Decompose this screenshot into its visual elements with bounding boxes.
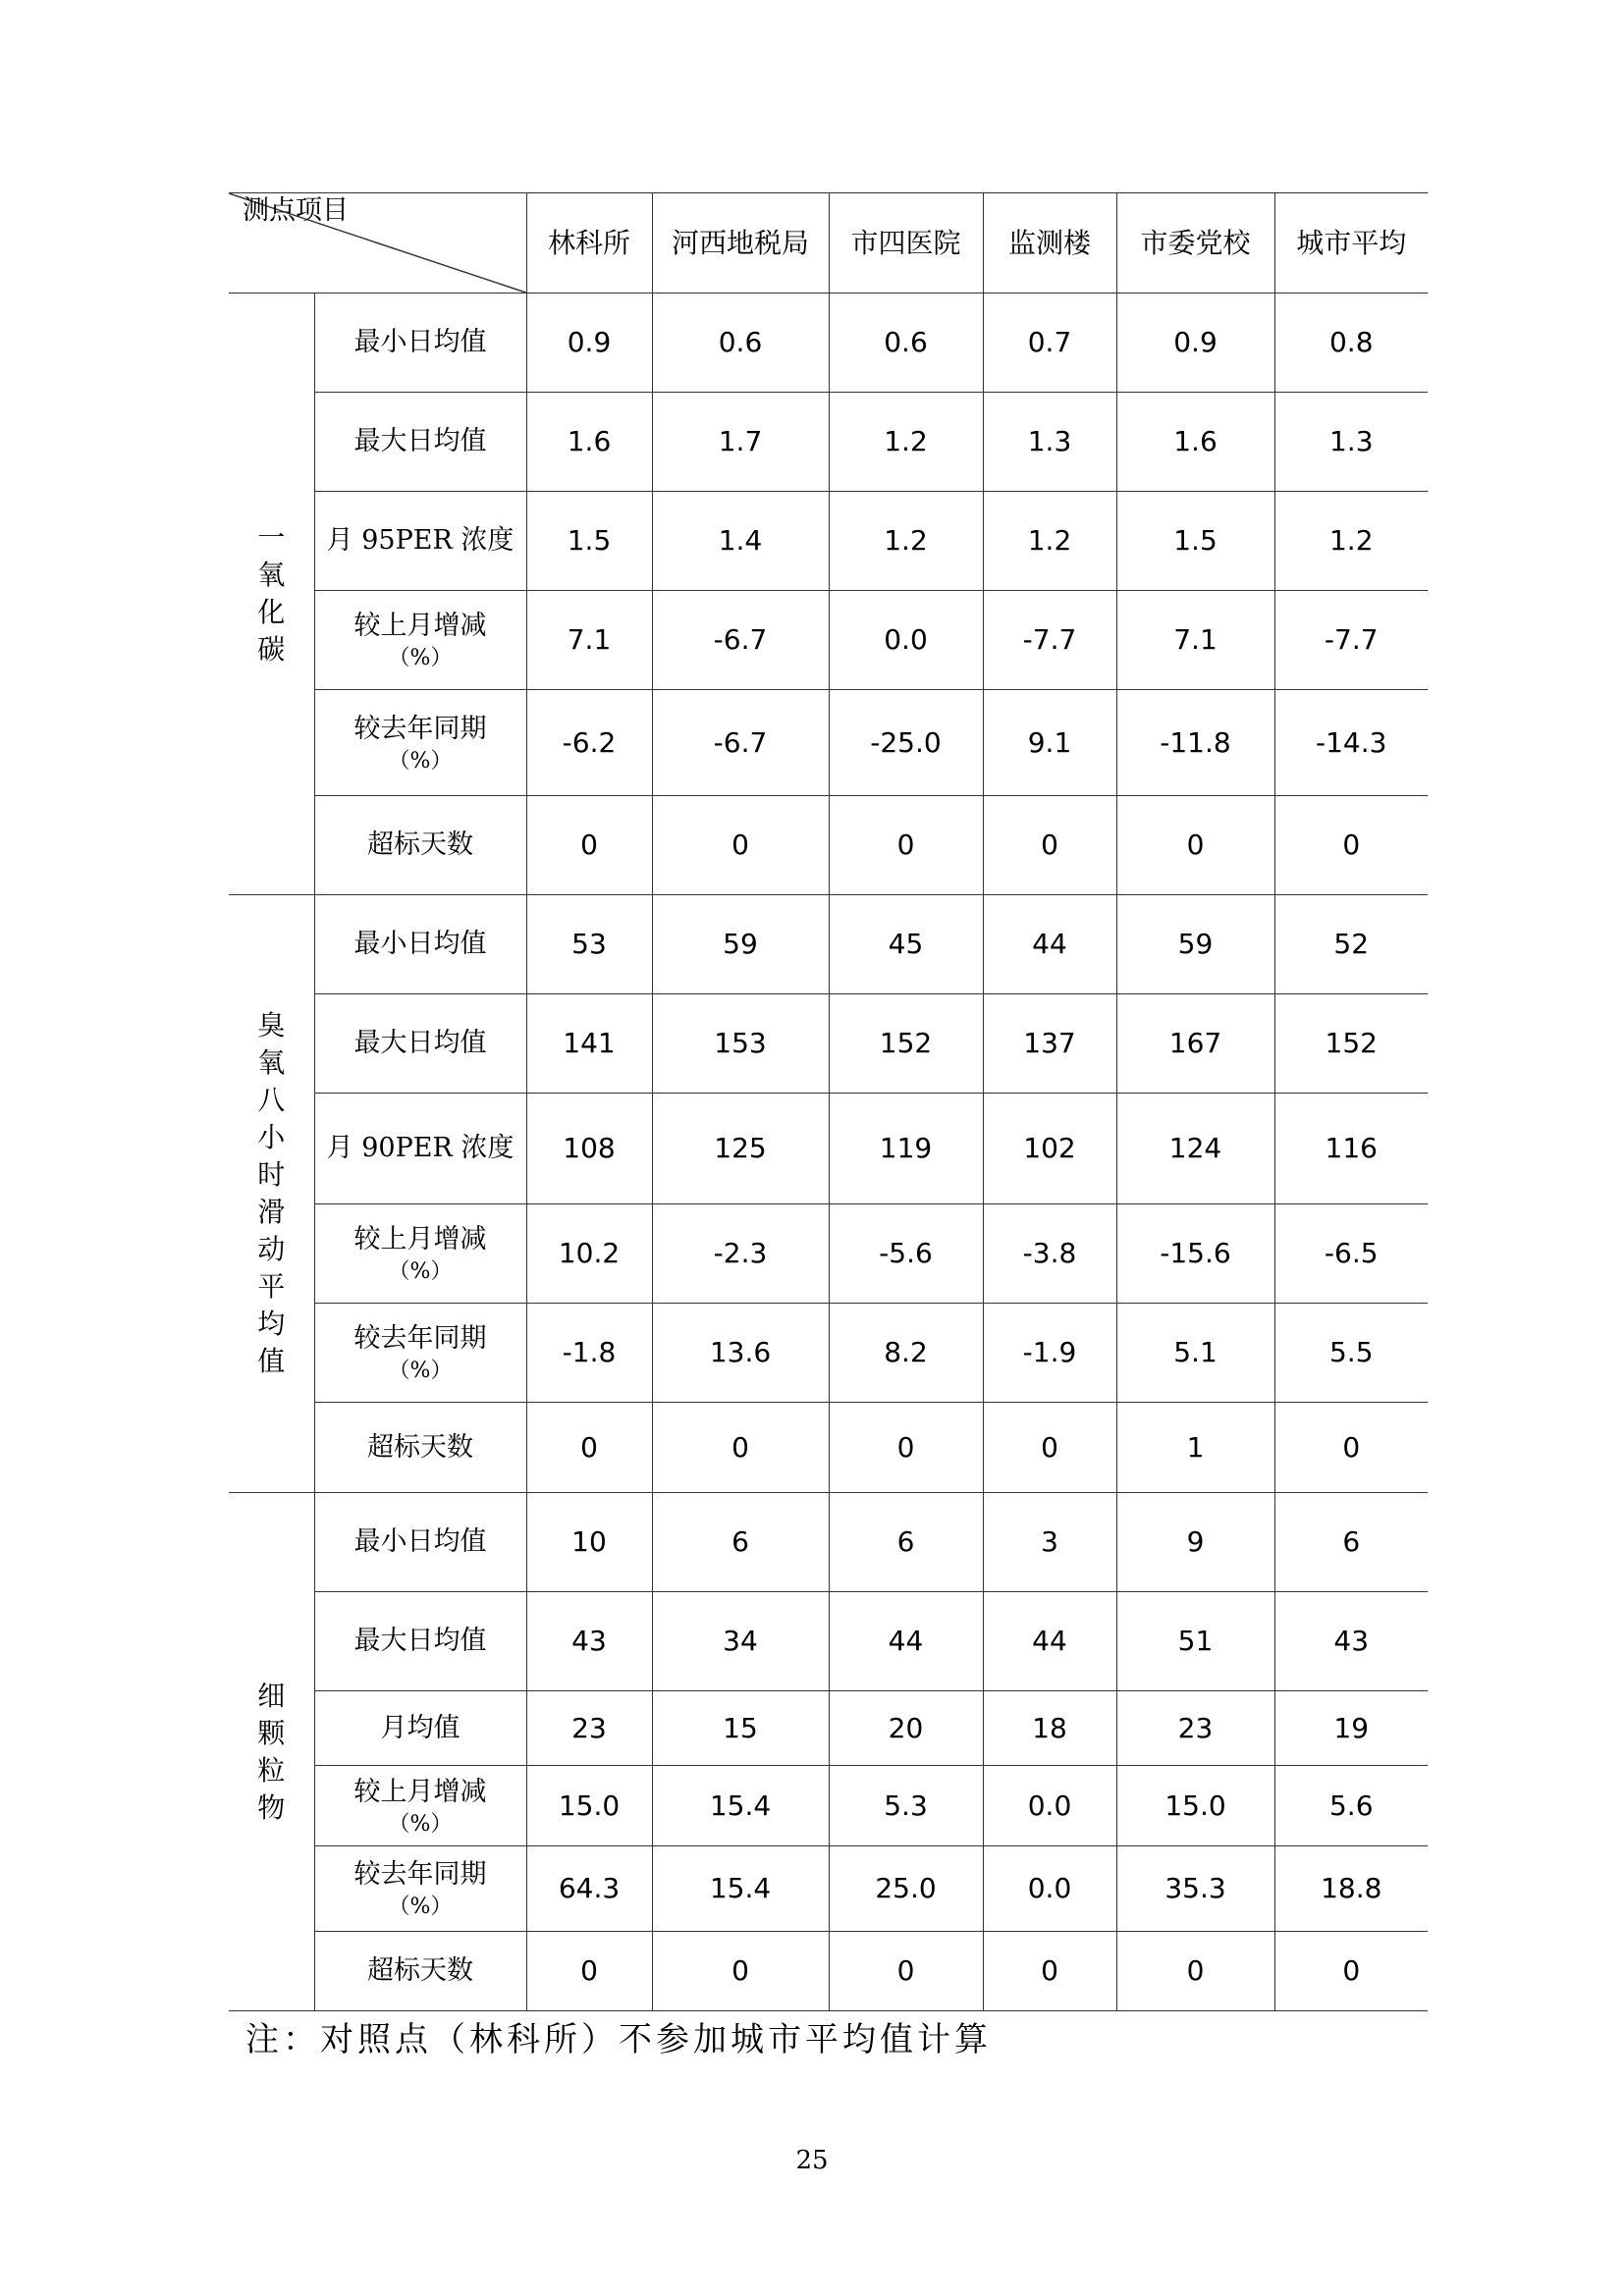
- group-label-char: 平: [257, 1270, 286, 1303]
- value-cell: 15.4: [652, 1766, 829, 1846]
- value-cell: -6.7: [652, 591, 829, 690]
- table-row: [229, 796, 1428, 895]
- group-label-char: 时: [257, 1158, 286, 1191]
- value-cell: 1.4: [652, 492, 829, 591]
- table-row: [229, 690, 1428, 796]
- value-cell: 0.0: [829, 591, 983, 690]
- value-cell: 0.7: [983, 294, 1116, 393]
- value-cell: 116: [1274, 1094, 1428, 1204]
- row-label: [314, 1846, 526, 1932]
- value-cell: 1.6: [526, 393, 652, 492]
- group-label-char: 粒: [257, 1753, 286, 1787]
- row-label-text: 月 90PER 浓度: [326, 1133, 514, 1163]
- table-row: [229, 1691, 1428, 1766]
- value-cell: 59: [652, 895, 829, 994]
- column-header: 河西地税局: [652, 193, 829, 294]
- row-label-unit: （%）: [388, 1359, 453, 1383]
- value-cell: 13.6: [652, 1304, 829, 1403]
- value-cell: 1.5: [1116, 492, 1274, 591]
- value-cell: 167: [1116, 994, 1274, 1094]
- value-cell: 52: [1274, 895, 1428, 994]
- row-label-unit: （%）: [388, 1895, 453, 1919]
- row-label-text: 最大日均值: [353, 1028, 487, 1058]
- value-cell: 0: [652, 1932, 829, 2011]
- row-label: [314, 1592, 526, 1691]
- value-cell: 5.1: [1116, 1304, 1274, 1403]
- row-label-text: 月 95PER 浓度: [326, 525, 514, 556]
- value-cell: 0: [652, 796, 829, 895]
- column-header: 市四医院: [829, 193, 983, 294]
- table-row: [229, 393, 1428, 492]
- group-label-char: 均: [257, 1308, 286, 1340]
- value-cell: -2.3: [652, 1204, 829, 1304]
- value-cell: 0.0: [983, 1846, 1116, 1932]
- row-label: [314, 895, 526, 994]
- group-label-char: 动: [257, 1233, 286, 1265]
- row-label: [314, 1493, 526, 1592]
- value-cell: -1.9: [983, 1304, 1116, 1403]
- value-cell: 102: [983, 1094, 1116, 1204]
- table-row: [229, 1304, 1428, 1403]
- row-label-unit: （%）: [388, 1811, 453, 1837]
- row-label: [314, 1204, 526, 1304]
- row-label-unit: （%）: [388, 748, 453, 774]
- value-cell: 119: [829, 1094, 983, 1204]
- value-cell: 1.6: [1116, 393, 1274, 492]
- value-cell: 5.5: [1274, 1304, 1428, 1403]
- group-label-char: 氧: [257, 559, 286, 591]
- footnote: 注：对照点（林科所）不参加城市平均值计算: [245, 2020, 992, 2059]
- row-label: [314, 1403, 526, 1493]
- value-cell: -25.0: [829, 690, 983, 796]
- value-cell: 0: [1274, 1932, 1428, 2011]
- value-cell: 9: [1116, 1493, 1274, 1592]
- row-label-text: 较上月增减: [353, 1776, 487, 1807]
- group-label: [229, 294, 314, 895]
- row-label: [314, 1691, 526, 1766]
- column-header: 林科所: [526, 193, 652, 294]
- row-label-text: 超标天数: [367, 1955, 473, 1986]
- value-cell: 35.3: [1116, 1846, 1274, 1932]
- value-cell: -14.3: [1274, 690, 1428, 796]
- value-cell: -6.5: [1274, 1204, 1428, 1304]
- row-label: [314, 393, 526, 492]
- row-label-text: 较去年同期: [353, 1859, 487, 1890]
- row-label-unit: （%）: [388, 1259, 453, 1284]
- value-cell: 1.2: [983, 492, 1116, 591]
- value-cell: 0: [1116, 796, 1274, 895]
- group-label-char: 滑: [257, 1196, 286, 1228]
- column-header: 监测楼: [983, 193, 1116, 294]
- value-cell: 51: [1116, 1592, 1274, 1691]
- value-cell: -1.8: [526, 1304, 652, 1403]
- corner-label: 测点项目: [243, 195, 349, 226]
- value-cell: 6: [652, 1493, 829, 1592]
- value-cell: 0: [652, 1403, 829, 1493]
- value-cell: 43: [526, 1592, 652, 1691]
- group-label-char: 细: [257, 1679, 286, 1712]
- value-cell: 153: [652, 994, 829, 1094]
- group-label: [229, 895, 314, 1493]
- row-label: [314, 591, 526, 690]
- row-label-text: 超标天数: [367, 829, 473, 860]
- value-cell: 0.9: [526, 294, 652, 393]
- value-cell: 59: [1116, 895, 1274, 994]
- table-row: [229, 1846, 1428, 1932]
- value-cell: -11.8: [1116, 690, 1274, 796]
- value-cell: -7.7: [983, 591, 1116, 690]
- value-cell: 5.6: [1274, 1766, 1428, 1846]
- row-label-text: 最小日均值: [353, 1526, 487, 1557]
- value-cell: 125: [652, 1094, 829, 1204]
- value-cell: 0: [829, 796, 983, 895]
- value-cell: 44: [983, 1592, 1116, 1691]
- value-cell: 141: [526, 994, 652, 1094]
- value-cell: 0.8: [1274, 294, 1428, 393]
- table-row: [229, 492, 1428, 591]
- value-cell: 6: [1274, 1493, 1428, 1592]
- value-cell: 15.0: [526, 1766, 652, 1846]
- group-label-char: 碳: [257, 633, 286, 666]
- value-cell: 0.9: [1116, 294, 1274, 393]
- value-cell: 0.6: [829, 294, 983, 393]
- table-row: [229, 591, 1428, 690]
- group-label-char: 物: [257, 1790, 286, 1824]
- table-row: [229, 1932, 1428, 2011]
- value-cell: 25.0: [829, 1846, 983, 1932]
- column-header: 市委党校: [1116, 193, 1274, 294]
- value-cell: 1.5: [526, 492, 652, 591]
- value-cell: 0: [983, 1403, 1116, 1493]
- data-table: [229, 192, 1428, 2011]
- table-row: [229, 294, 1428, 393]
- group-label-char: 颗: [257, 1716, 286, 1749]
- value-cell: -3.8: [983, 1204, 1116, 1304]
- value-cell: 15.4: [652, 1846, 829, 1932]
- value-cell: 5.3: [829, 1766, 983, 1846]
- value-cell: 23: [526, 1691, 652, 1766]
- value-cell: 1.2: [829, 492, 983, 591]
- row-label-text: 较去年同期: [353, 1323, 487, 1354]
- row-label-text: 较上月增减: [353, 611, 487, 641]
- group-label-char: 氧: [257, 1046, 286, 1079]
- value-cell: 1: [1116, 1403, 1274, 1493]
- value-cell: 0.6: [652, 294, 829, 393]
- row-label-text: 月均值: [380, 1712, 460, 1743]
- value-cell: 0: [983, 796, 1116, 895]
- value-cell: 1.7: [652, 393, 829, 492]
- group-label: [229, 1493, 314, 2011]
- row-label: [314, 994, 526, 1094]
- column-header: 城市平均: [1274, 193, 1428, 294]
- group-label-char: 值: [257, 1345, 286, 1377]
- page-number: 25: [795, 2146, 829, 2175]
- value-cell: 1.2: [1274, 492, 1428, 591]
- row-label: [314, 796, 526, 895]
- row-label-text: 较去年同期: [353, 713, 487, 744]
- value-cell: 18: [983, 1691, 1116, 1766]
- table-row: [229, 1766, 1428, 1846]
- row-label-unit: （%）: [388, 646, 453, 670]
- row-label: [314, 1766, 526, 1846]
- value-cell: 0: [526, 796, 652, 895]
- value-cell: 23: [1116, 1691, 1274, 1766]
- value-cell: 64.3: [526, 1846, 652, 1932]
- value-cell: -15.6: [1116, 1204, 1274, 1304]
- value-cell: -7.7: [1274, 591, 1428, 690]
- value-cell: 1.3: [1274, 393, 1428, 492]
- value-cell: 0: [829, 1403, 983, 1493]
- corner-header-cell: [229, 193, 526, 294]
- value-cell: 8.2: [829, 1304, 983, 1403]
- value-cell: -6.7: [652, 690, 829, 796]
- value-cell: 43: [1274, 1592, 1428, 1691]
- value-cell: 0: [1274, 1403, 1428, 1493]
- row-label: [314, 1094, 526, 1204]
- table-row: [229, 994, 1428, 1094]
- value-cell: 0.0: [983, 1766, 1116, 1846]
- value-cell: 10: [526, 1493, 652, 1592]
- value-cell: 0: [829, 1932, 983, 2011]
- table-row: [229, 1094, 1428, 1204]
- group-label-char: 八: [257, 1084, 286, 1116]
- value-cell: 53: [526, 895, 652, 994]
- group-label-char: 臭: [257, 1009, 286, 1041]
- row-label: [314, 492, 526, 591]
- value-cell: 1.3: [983, 393, 1116, 492]
- group-label-char: 化: [257, 596, 286, 628]
- value-cell: 15.0: [1116, 1766, 1274, 1846]
- row-label: [314, 690, 526, 796]
- value-cell: 45: [829, 895, 983, 994]
- row-label: [314, 1932, 526, 2011]
- header-row: [229, 193, 1428, 294]
- value-cell: 0: [526, 1403, 652, 1493]
- value-cell: 3: [983, 1493, 1116, 1592]
- value-cell: 137: [983, 994, 1116, 1094]
- value-cell: 44: [829, 1592, 983, 1691]
- value-cell: 0: [526, 1932, 652, 2011]
- value-cell: 0: [1116, 1932, 1274, 2011]
- row-label-text: 最大日均值: [353, 426, 487, 456]
- table-row: [229, 1403, 1428, 1493]
- row-label-text: 最小日均值: [353, 929, 487, 959]
- value-cell: 108: [526, 1094, 652, 1204]
- value-cell: 20: [829, 1691, 983, 1766]
- table-row: [229, 895, 1428, 994]
- value-cell: 7.1: [1116, 591, 1274, 690]
- row-label: [314, 1304, 526, 1403]
- table-row: [229, 1493, 1428, 1592]
- value-cell: 1.2: [829, 393, 983, 492]
- value-cell: 19: [1274, 1691, 1428, 1766]
- value-cell: 6: [829, 1493, 983, 1592]
- value-cell: 10.2: [526, 1204, 652, 1304]
- group-label-char: 小: [257, 1121, 286, 1153]
- table-row: [229, 1204, 1428, 1304]
- value-cell: 15: [652, 1691, 829, 1766]
- row-label-text: 最大日均值: [353, 1626, 487, 1656]
- value-cell: 0: [1274, 796, 1428, 895]
- row-label: [314, 294, 526, 393]
- row-label-text: 最小日均值: [353, 327, 487, 357]
- value-cell: 34: [652, 1592, 829, 1691]
- group-label-char: 一: [257, 521, 286, 554]
- table-row: [229, 1592, 1428, 1691]
- value-cell: 9.1: [983, 690, 1116, 796]
- value-cell: 152: [829, 994, 983, 1094]
- value-cell: 18.8: [1274, 1846, 1428, 1932]
- value-cell: 44: [983, 895, 1116, 994]
- value-cell: 0: [983, 1932, 1116, 2011]
- value-cell: 124: [1116, 1094, 1274, 1204]
- value-cell: 7.1: [526, 591, 652, 690]
- row-label-text: 较上月增减: [353, 1224, 487, 1255]
- row-label-text: 超标天数: [367, 1431, 473, 1463]
- value-cell: -6.2: [526, 690, 652, 796]
- value-cell: 152: [1274, 994, 1428, 1094]
- value-cell: -5.6: [829, 1204, 983, 1304]
